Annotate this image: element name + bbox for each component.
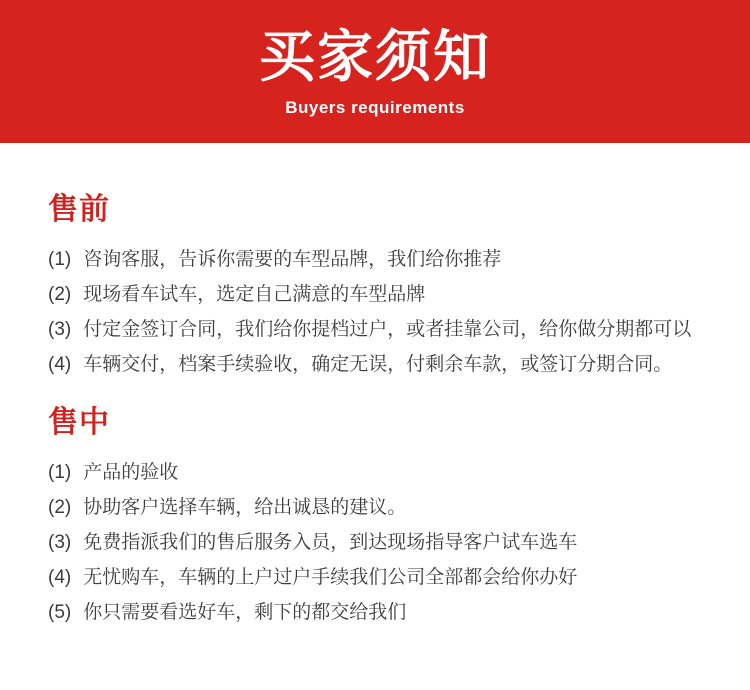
item-text: 免费指派我们的售后服务入员，到达现场指导客户试车选车 (83, 532, 578, 553)
item-text: 无忧购车，车辆的上户过户手续我们公司全部都会给你办好 (83, 567, 578, 588)
header-banner (0, 0, 750, 143)
page-title: 买家须知 (259, 25, 491, 88)
item-text: 咨询客服，告诉你需要的车型品牌，我们给你推荐 (83, 249, 502, 270)
list-item (48, 242, 710, 277)
list-item (48, 595, 710, 630)
item-number: (2) (48, 284, 72, 305)
item-number: (5) (48, 602, 72, 623)
page-subtitle: Buyers requirements (285, 98, 465, 117)
item-number: (2) (48, 497, 72, 518)
list-item (48, 312, 710, 347)
item-number: (1) (48, 249, 72, 270)
item-number: (4) (48, 567, 72, 588)
midsale-list (48, 455, 710, 630)
item-text: 你只需要看选好车，剩下的都交给我们 (83, 602, 407, 623)
item-number: (3) (48, 532, 72, 553)
section-heading-midsale: 售中 (48, 406, 110, 439)
list-item (48, 277, 710, 312)
presale-list (48, 242, 710, 382)
content-area (0, 193, 750, 630)
item-text: 产品的验收 (83, 462, 179, 483)
list-item (48, 490, 710, 525)
item-number: (4) (48, 354, 72, 375)
item-number: (3) (48, 319, 72, 340)
list-item (48, 525, 710, 560)
item-text: 协助客户选择车辆，给出诚恳的建议。 (83, 497, 407, 518)
item-text: 现场看车试车，选定自己满意的车型品牌 (83, 284, 426, 305)
item-text: 车辆交付，档案手续验收，确定无误，付剩余车款，或签订分期合同。 (83, 354, 673, 375)
item-text: 付定金签订合同，我们给你提档过户，或者挂靠公司，给你做分期都可以 (83, 319, 692, 340)
section-heading-presale: 售前 (48, 193, 110, 226)
list-item (48, 455, 710, 490)
list-item (48, 347, 710, 382)
item-number: (1) (48, 462, 72, 483)
list-item (48, 560, 710, 595)
